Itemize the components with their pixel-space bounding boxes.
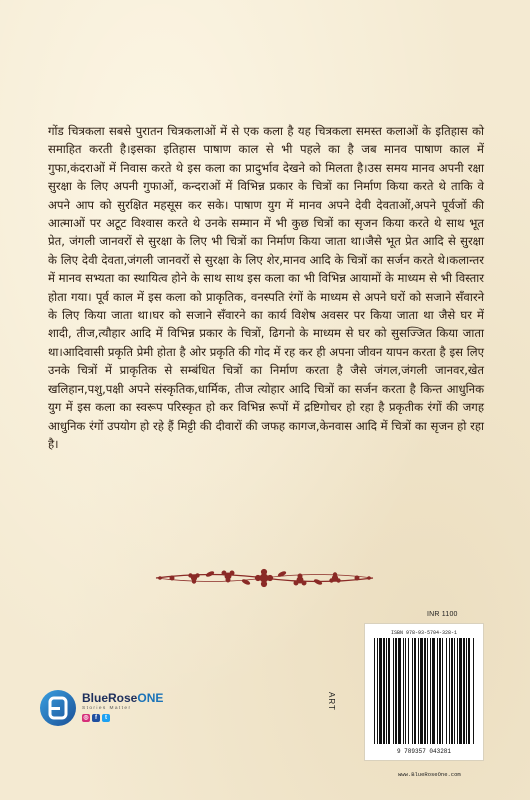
barcode-bar (388, 638, 390, 744)
barcode-bar (427, 638, 428, 744)
barcode-icon (371, 638, 477, 746)
barcode-bar (424, 638, 426, 744)
publisher-name-accent: ONE (137, 691, 164, 705)
barcode-bar (395, 638, 397, 744)
publisher-name (82, 691, 163, 705)
barcode-bar (459, 638, 462, 744)
bluerose-logo-icon (39, 689, 77, 727)
barcode-bar (463, 638, 465, 744)
price-label: INR 1100 (427, 611, 458, 618)
barcode-bar (468, 638, 470, 744)
publisher-logo (39, 685, 179, 733)
barcode-bar (466, 638, 467, 744)
barcode-bar (408, 638, 409, 744)
barcode-bar (377, 638, 378, 744)
barcode-bar (418, 638, 419, 744)
barcode-bar (386, 638, 387, 744)
category-label: ART (327, 692, 336, 711)
facebook-icon[interactable]: f (92, 714, 100, 722)
barcode-bar (405, 638, 406, 744)
barcode-bar (412, 638, 413, 744)
barcode-block (364, 623, 484, 761)
barcode-bar (451, 638, 453, 744)
barcode-number: 9 789357 043281 (396, 748, 451, 755)
floral-ornament-divider (152, 567, 377, 589)
publisher-tagline: Stories Matter (82, 706, 132, 711)
barcode-bar (457, 638, 458, 744)
barcode-bar (398, 638, 401, 744)
barcode-bar (393, 638, 394, 744)
barcode-bar (437, 638, 438, 744)
instagram-icon[interactable]: ◎ (83, 715, 89, 721)
back-cover-description: गोंड चित्रकला सबसे पुरातन चित्रकलाओं में से एक कला है यह चित्रकला समस्त कलाओं के इतिहास को समाहित करती है।इसका इतिहास पाषाण काल से भी पहले का है जब मानव पाषाण काल में गुफा,कंदराओं में निवास करते थे इस कला का प्रादुर्भाव देखने को मिलता है।उस समय मानव अपनी रक्षा सुरक्षा के लिए अपनी गुफाओं, कन्दराओं में विभिन्न प्रकार के चित्रों का निर्माण किया करते थे ताकि वे अपने आप को सुरक्षित महसूस कर सके। पाषाण युग में मानव अपने देवी देवताओं,अपने पूर्वजों की आत्माओं पर अटूट विश्वास करते थे उनके सम्मान में भी कुछ चित्रों का सृजन किया करते थे साथ भूत प्रेत, जंगली जानवरों से सुरक्षा के लिए भी चित्रों का निर्माण किया जाता था।जैसे भूत प्रेत आदि से सुरक्षा के लिए देवी देवता,जंगली जानवरों से सुरक्षा के लिए शेर,मानव आदि के चित्रों का सर्जन करते थे।कलान्तर में मानव सभ्यता का स्थायित्व होने के साथ साथ इस कला का भी विभिन्न आयामों के माध्यम से भी विस्तार होता गया। पूर्व काल में इस कला को प्राकृतिक, वनस्पति रंगों के माध्यम से अपने घरों को सजाने सँवारने के लिए किया जाता था।घर को सजाने सँवारने का कार्य विशेष अवसर पर किया जाता था जैसे घर में शादी, तीज,त्यौहार आदि में विभिन्न प्रकार के चित्रों, ढिगनो के माध्यम से घर को सुसज्जित किया जाता था।आदिवासी प्रकृति प्रेमी होता है ओर प्रकृति की गोद में रह कर ही अपना जीवन यापन करता है इस लिए उनके चित्रों में प्राकृतिक से सम्बंधित चित्रों का निर्माण करता है जैसे जंगल,जंगली जानवर,खेत खलिहान,पशु,पक्षी अपने संस्कृतिक,धार्मिक, तीज त्योहार आदि चित्रों का सर्जन करता है किन्त आधुनिक युग में इस कला का स्वरूप परिस्कृत हो कर विभिन्न रूपों में द्रष्टिगोचर हो रहा है प्रकृतीक रंगों की जगह आधुनिक रंगों उपयोग हो रहे हैं मिट्टी की दीवारों की जफह कागज,केनवास आदि में चित्रों का सृजन हो रहा है। (48, 124, 484, 451)
barcode-bar (432, 638, 435, 744)
barcode-bar (430, 638, 431, 744)
barcode-bar (473, 638, 474, 744)
barcode-bar (383, 638, 385, 744)
isbn-text: ISBN 978-93-5704-328-1 (390, 630, 457, 636)
barcode-bar (374, 638, 375, 744)
barcode-bar (449, 638, 450, 744)
barcode-bar (439, 638, 441, 744)
publisher-website[interactable]: www.BlueRoseOne.com (398, 771, 461, 778)
social-icons (82, 714, 110, 722)
barcode-bar (446, 638, 447, 744)
barcode-bar (442, 638, 443, 744)
publisher-name-main: BlueRose (82, 691, 138, 705)
barcode-bar (379, 638, 382, 744)
barcode-bar (420, 638, 423, 744)
barcode-bar (403, 638, 404, 744)
barcode-bar (414, 638, 416, 744)
twitter-icon[interactable]: t (102, 714, 110, 722)
barcode-bar (454, 638, 455, 744)
